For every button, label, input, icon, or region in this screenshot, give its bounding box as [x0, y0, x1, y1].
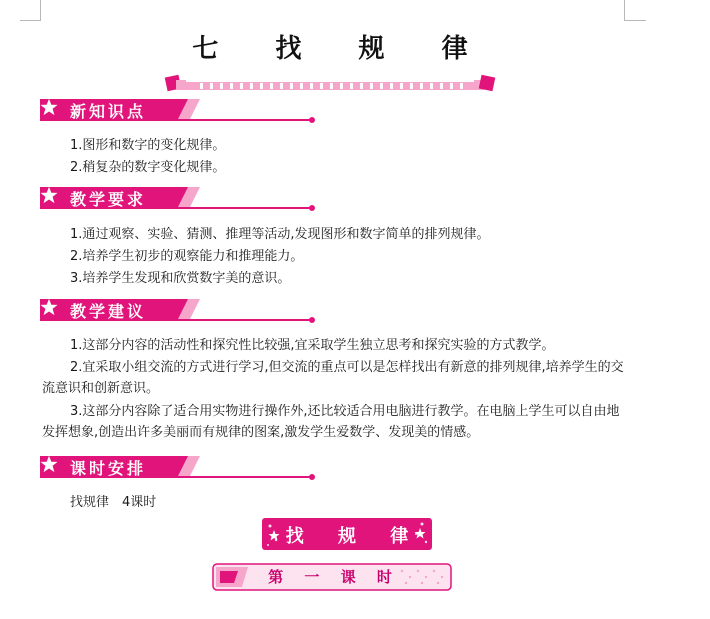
badge-title: 找 规 律	[285, 526, 423, 547]
list-item: 1.图形和数字的变化规律。	[70, 138, 226, 153]
list-item: 2.培养学生初步的观察能力和推理能力。	[70, 249, 304, 264]
lesson-badge	[212, 563, 452, 591]
star-icon	[40, 298, 58, 316]
section-header-teaching-suggestions	[40, 298, 320, 320]
section-header-teaching-requirements	[40, 186, 320, 208]
star-icon	[40, 455, 58, 473]
section-title: 教学要求	[70, 190, 147, 209]
chapter-title-block	[160, 22, 500, 82]
paragraph: 2.宜采取小组交流的方式进行学习,但交流的重点可以是怎样找出有新意的排列规律,培养学生的交流意识和创新意识。	[42, 360, 624, 396]
section-title: 新知识点	[70, 102, 147, 121]
list-item: 1.通过观察、实验、猜测、推理等活动,发现图形和数字简单的排列规律。	[70, 227, 490, 242]
corner-mark-right-h	[624, 20, 646, 21]
list-item: 3.培养学生发现和欣赏数字美的意识。	[70, 271, 291, 286]
paragraph: 1.这部分内容的活动性和探究性比较强,宜采取学生独立思考和探究实验的方式教学。	[70, 338, 555, 353]
schedule-item: 找规律 4课时	[70, 495, 157, 510]
section-header-class-hours	[40, 455, 320, 477]
section-header-new-knowledge	[40, 98, 320, 120]
corner-mark-right-v	[624, 0, 625, 20]
topic-badge	[262, 518, 432, 550]
paragraph: 3.这部分内容除了适合用实物进行操作外,还比较适合用电脑进行教学。在电脑上学生可以自由地发挥想象,创造出许多美丽而有规律的图案,激发学生爱数学、发现美的情感。	[42, 404, 620, 440]
corner-mark-left-v	[40, 0, 41, 20]
corner-mark-left-h	[20, 20, 41, 21]
star-icon	[40, 186, 58, 204]
section-title: 课时安排	[70, 459, 147, 478]
star-icon	[40, 98, 58, 116]
chapter-title: 七 找 规 律	[192, 34, 492, 64]
section-title: 教学建议	[70, 302, 147, 321]
lesson-title: 第 一 课 时	[268, 568, 400, 586]
title-decoration	[160, 72, 500, 96]
list-item: 2.稍复杂的数字变化规律。	[70, 160, 226, 175]
